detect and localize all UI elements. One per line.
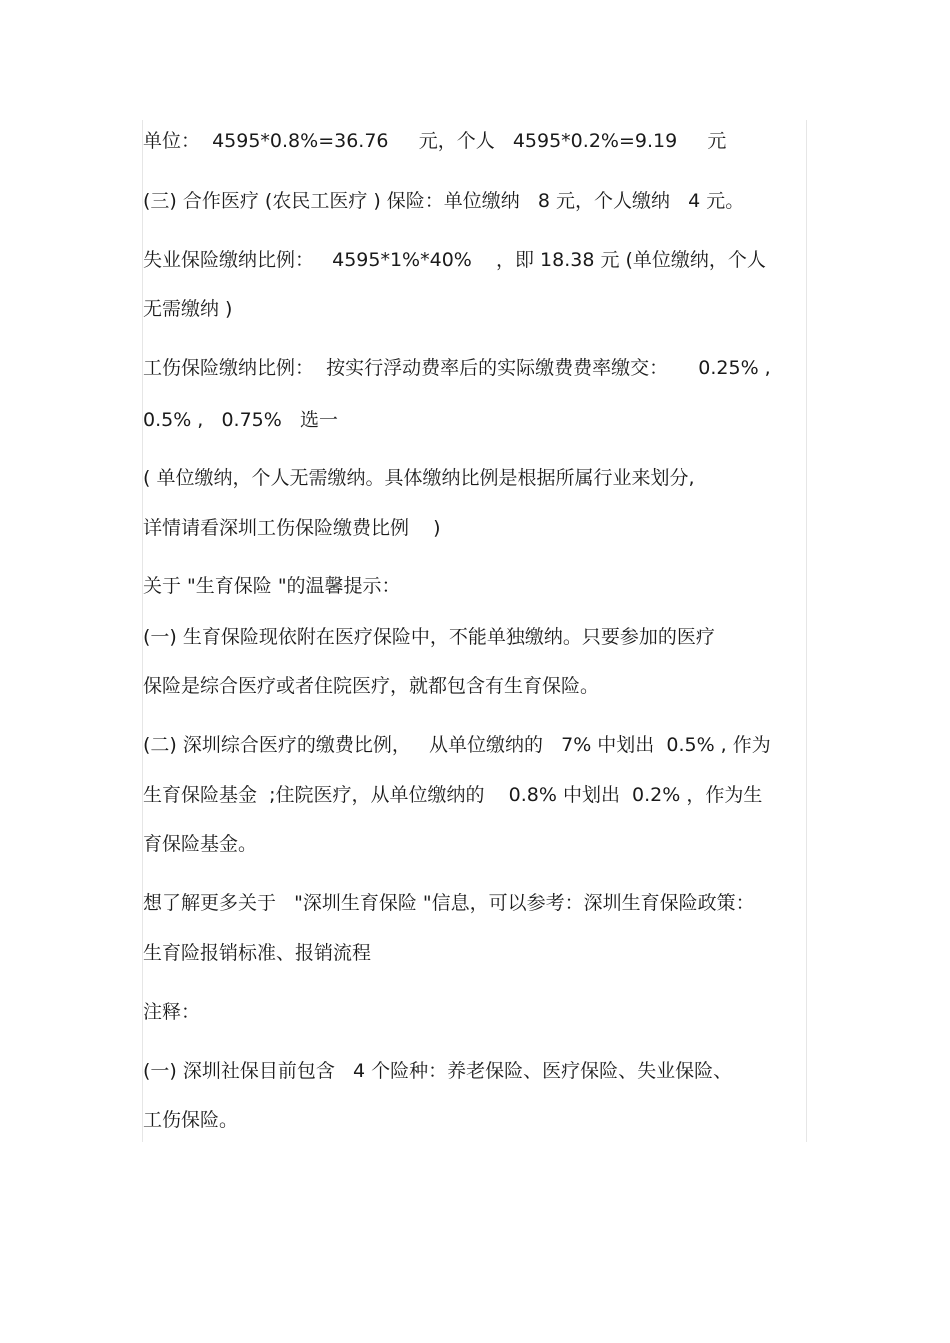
text-line-maternity-tip-2-cont: 生育保险基金 ;住院医疗，从单位缴纳的 0.8% 中划出 0.2% ，作为生 xyxy=(143,784,763,806)
text-line-note-1-cont: 工伤保险。 xyxy=(143,1109,239,1131)
text-line-unemployment-rate-cont: 无需缴纳 ) xyxy=(143,298,233,320)
text-line-injury-rate-options: 0.5% , 0.75% 选一 xyxy=(143,409,338,431)
text-line-unit-contribution: 单位： 4595*0.8%=36.76 元，个人 4595*0.2%=9.19 元 xyxy=(143,130,727,152)
text-line-maternity-tips-heading: 关于 "生育保险 "的温馨提示： xyxy=(143,575,401,597)
text-line-injury-rate: 工伤保险缴纳比例： 按实行浮动费率后的实际缴费费率缴交： 0.25% , xyxy=(143,357,771,379)
text-line-note-1: (一) 深圳社保目前包含 4 个险种：养老保险、医疗保险、失业保险、 xyxy=(143,1060,733,1082)
text-line-maternity-tip-1-cont: 保险是综合医疗或者住院医疗，就都包含有生育保险。 xyxy=(143,675,600,697)
text-line-unemployment-rate: 失业保险缴纳比例： 4595*1%*40% ，即 18.38 元 (单位缴纳，个人 xyxy=(143,249,766,271)
text-line-injury-note-cont: 详情请看深圳工伤保险缴费比例 ) xyxy=(143,517,441,539)
right-margin-rule xyxy=(806,120,807,1142)
text-line-maternity-tip-1: (一) 生育保险现依附在医疗保险中，不能单独缴纳。只要参加的医疗 xyxy=(143,626,715,648)
text-line-cooperative-medical: (三) 合作医疗 (农民工医疗 ) 保险：单位缴纳 8 元，个人缴纳 4 元。 xyxy=(143,190,745,212)
text-line-maternity-tip-2: (二) 深圳综合医疗的缴费比例， 从单位缴纳的 7% 中划出 0.5% , 作为 xyxy=(143,734,771,756)
text-line-more-info: 想了解更多关于 "深圳生育保险 "信息，可以参考：深圳生育保险政策： xyxy=(143,892,755,914)
text-line-more-info-cont: 生育险报销标准、报销流程 xyxy=(143,942,372,964)
text-line-injury-note: ( 单位缴纳，个人无需缴纳。具体缴纳比例是根据所属行业来划分, xyxy=(143,467,695,489)
text-line-maternity-tip-2-end: 育保险基金。 xyxy=(143,833,258,855)
text-line-notes-heading: 注释： xyxy=(143,1001,201,1023)
